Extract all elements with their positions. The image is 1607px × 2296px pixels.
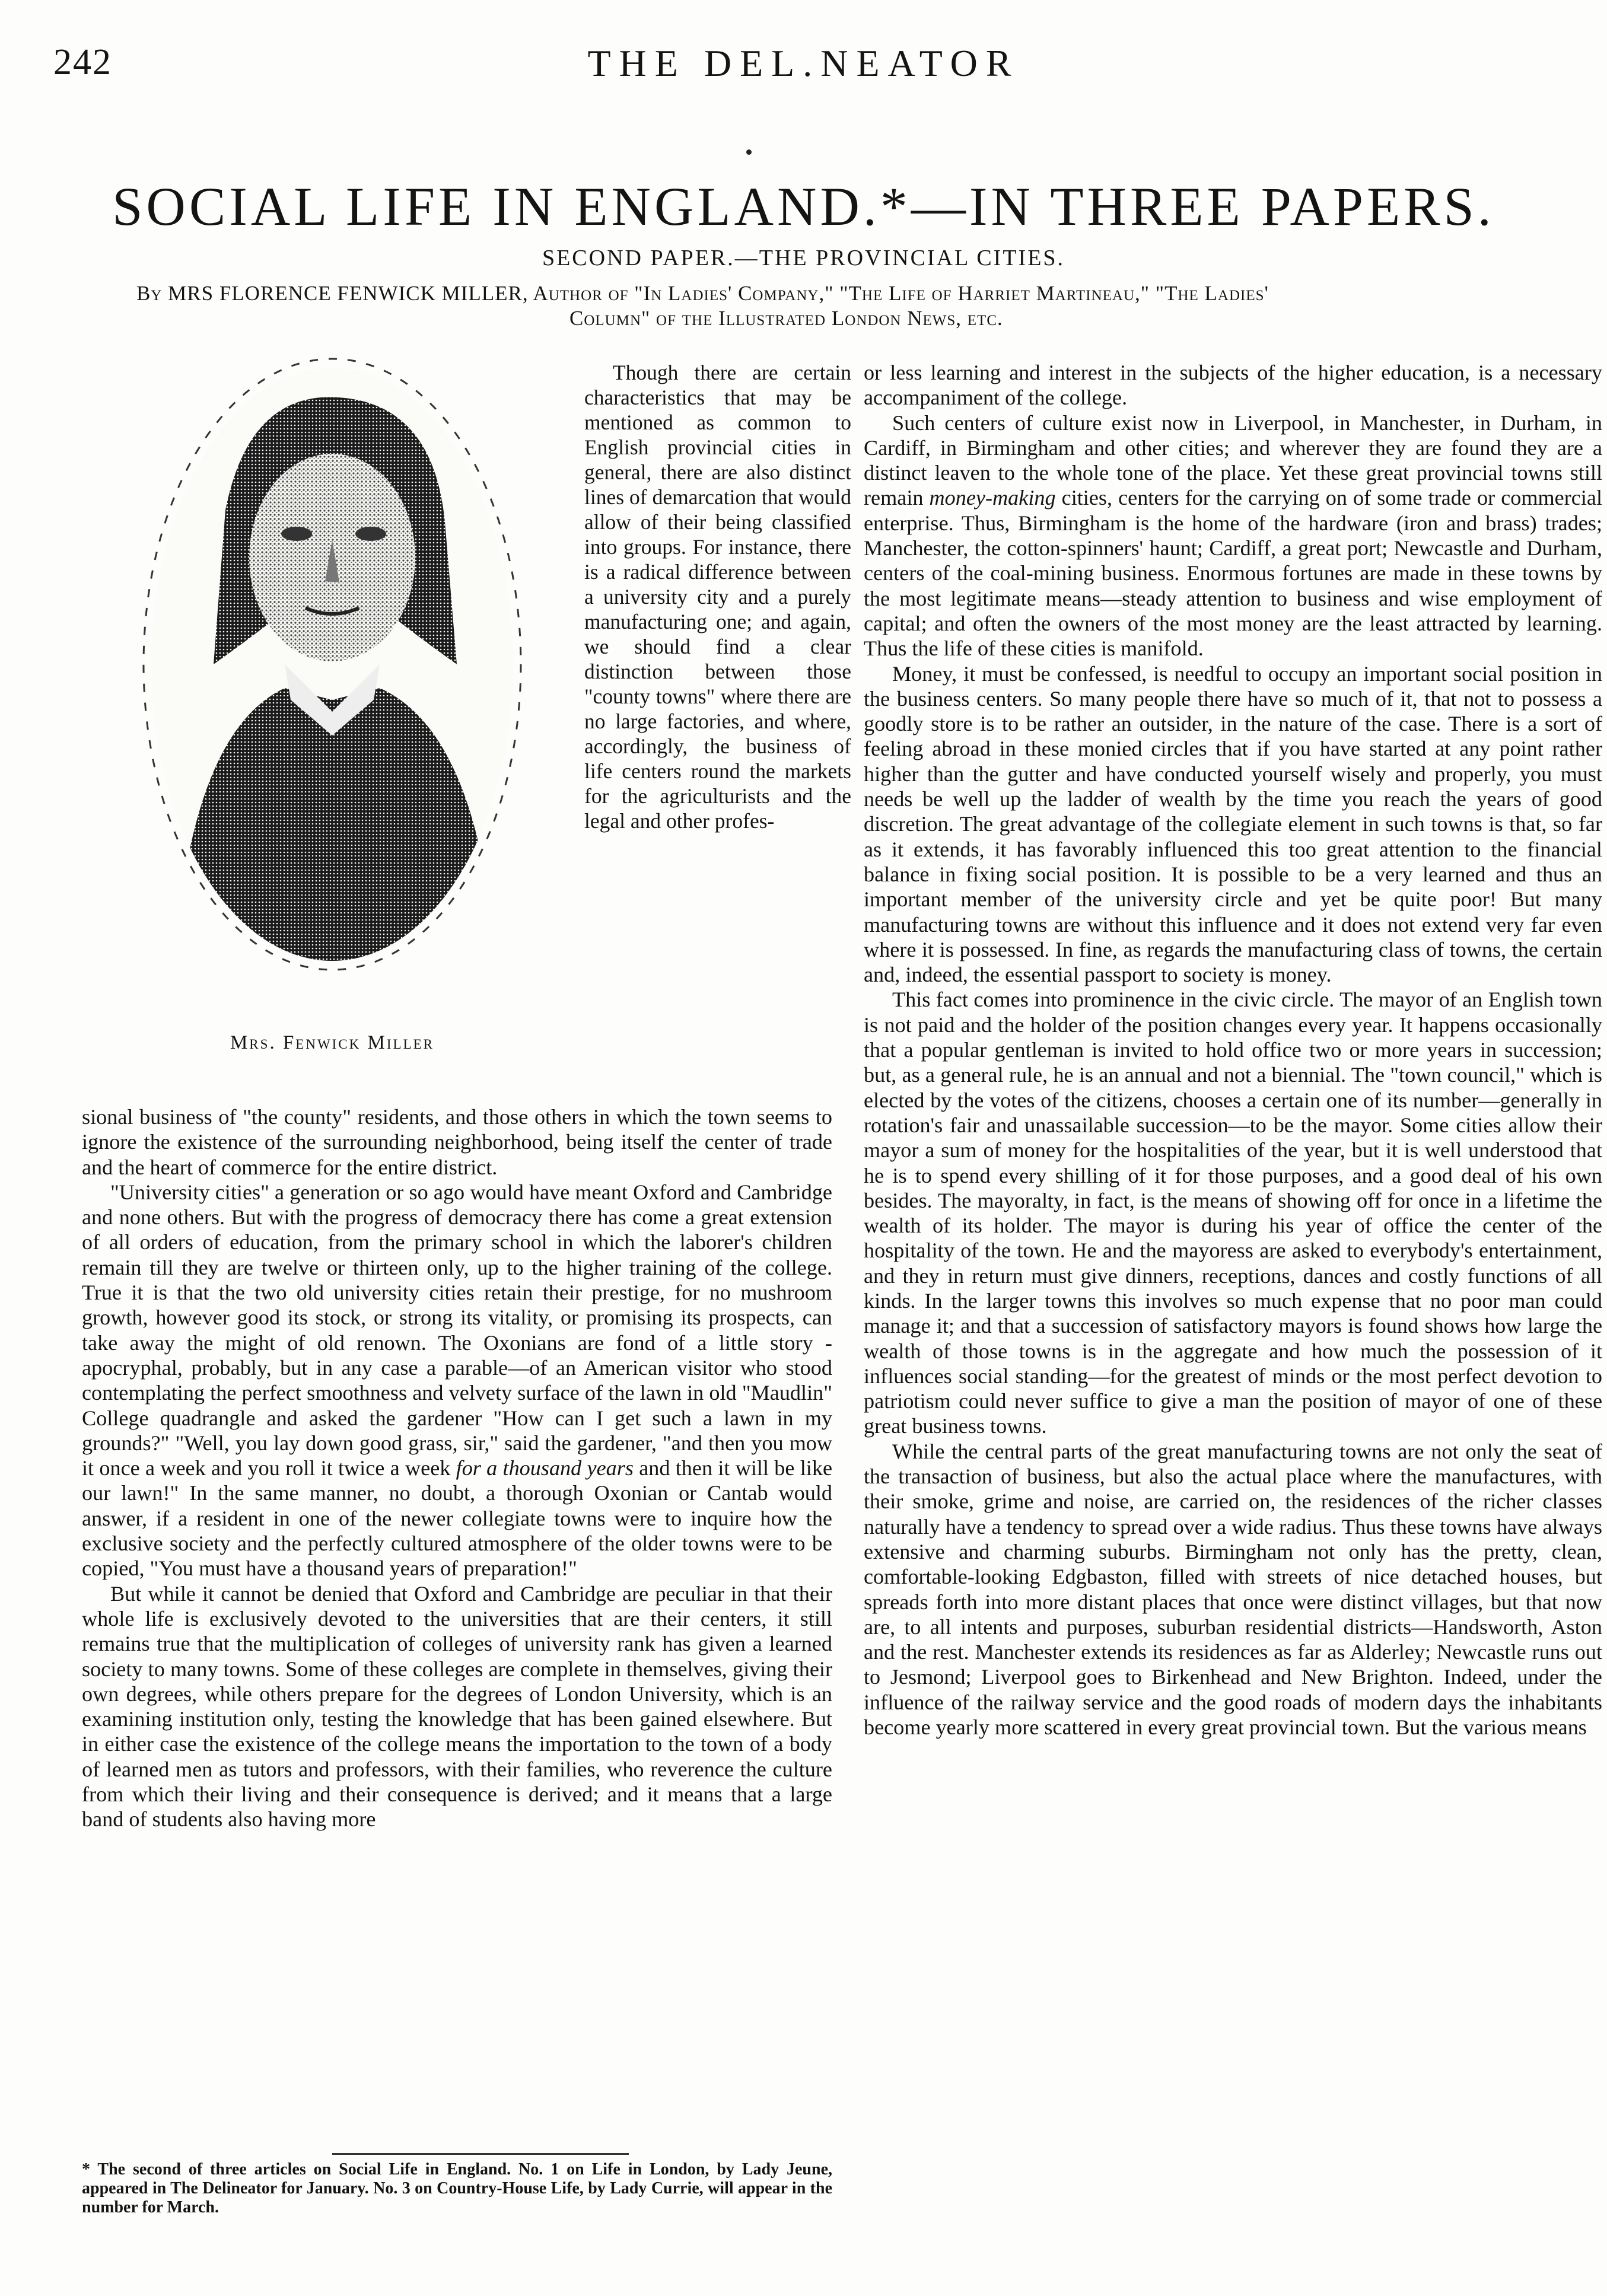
running-head: THE DEL.NEATOR [587, 42, 1020, 84]
paragraph: sional business of "the county" residents, and those others in which the town seems to ignore the existence of the surrounding neighborhood, being itself the center of trade and the heart of commerce for the entire district. [82, 1105, 832, 1179]
paragraph-text: Such centers of culture exist now in Liverpool, in Manchester, in Durham, in Cardiff, in Birmingham and other cities; and wherever they are found they are a distinct leaven to the whole tone of the place. Yet these great provincial towns still remain [864, 410, 1602, 510]
paragraph-text: cities, centers for the carrying on of some trade or commercial enterprise. Thus, Birmingham is the home of the hardware (iron and brass) trades; Manchester, the cotton-spinners' haunt; Cardiff, a great port; Newcastle and Durham, centers of the coal-mining business. Enormous fortunes are made in these towns by the most legitimate means—steady attention to business and wise employment of capital; and often the owners of the most money are the least attracted by learning. Thus the life of these cities is manifold. [864, 486, 1603, 661]
paragraph-text: "University cities" a generation or so ago would have meant Oxford and Cambridge and none others. But with the progress of democracy there has come a great extension of all orders of education, from the primary school in which the laborer's children remain till they are twelve or thirteen only, up to the higher training of the college. True it is that the two old university cities retain their prestige, for no mushroom growth, however good its stock, or strong its vitality, or promising its prospects, can take away the might of old renown. The Oxonians are fond of a little story - apocryphal, probably, but in any case a parable—of an American visitor who stood contemplating the perfect smoothness and velvety surface of the lawn in old "Maudlin" College quadrangle and asked the gardener "How can I get such a lawn in my grounds?" "Well, you lay down good grass, sir," said the gardener, "and then you mow it once a week and you roll it twice a week [82, 1180, 832, 1480]
paragraph: or less learning and interest in the subjects of the higher education, is a necessary accompaniment of the college. [864, 361, 1602, 410]
footnote: * The second of three articles on Social Life in England. No. 1 on Life in London, by Lady Jeune, appeared in The Delineator for January. No. 3 on Country-House Life, by Lady Currie, will appear in the number for March. [82, 2160, 832, 2217]
paragraph [82, 1180, 832, 1581]
paragraph-text: and then it will be like our lawn!" In the same manner, no doubt, a thorough Oxonian or Cantab would answer, if a resident in one of the newer collegiate towns were to inquire how the exclusive society and the perfectly cultured atmosphere of the older towns were to be copied, "You must have a thousand years of preparation!" [82, 1456, 833, 1581]
article-title: SOCIAL LIFE IN ENGLAND.*—IN THREE PAPERS. [112, 176, 1495, 237]
byline-line-2: Column" of the Illustrated London News, etc. [569, 307, 1003, 330]
byline-line-1: By MRS FLORENCE FENWICK MILLER, Author of "In Ladies' Company," "The Life of Harriet Martineau," "The Ladies' [136, 282, 1269, 305]
paragraph [864, 410, 1602, 661]
left-column [82, 1104, 832, 1832]
footnote-rule [332, 2153, 629, 2155]
italic-phrase: for a thousand years [456, 1456, 634, 1480]
page-number: 242 [53, 42, 112, 82]
portrait-caption: Mrs. Fenwick Miller [230, 1032, 435, 1053]
byline [136, 281, 1560, 331]
paragraph: This fact comes into prominence in the civic circle. The mayor of an English town is not paid and the holder of the position changes every year. It happens occasionally that a popular gentleman is invited to hold office two or more years in succession; but, as a general rule, he is an annual and not a biennial. The "town council," which is elected by the votes of the citizens, chooses a certain one of its number—generally in rotation's fair and unassailable succession—to be the mayor. Some cities allow their mayor a sum of money for the hospitalities of the year, but it is well understood that he is to spend every shilling of it for those purposes, and a good deal of his own besides. The mayoralty, in fact, is the means of showing off for once in a lifetime the wealth of its holder. The mayor is during his year of office the center of the hospitality of the town. He and the mayoress are asked to everybody's entertainment, and they in return must give dinners, receptions, dances and costly functions of all kinds. In the larger towns this involves so much expense that no poor man could manage it; and that a succession of satisfactory mayors is found shows how large the wealth of those towns is in the aggregate and how much the possession of it influences social standing—for the greatest of minds or the most perfect devotion to patriotism could never suffice to give a man the position of mayor of one of these great business towns. [864, 988, 1602, 1438]
paragraph: Though there are certain characteristics that may be mentioned as common to English provincial cities in general, there are also distinct lines of demarcation that would allow of their being classified into groups. For instance, there is a radical difference between a university city and a purely manufacturing one; and again, we should find a clear distinction between those "county towns" where there are no large factories, and where, accordingly, the business of life centers round the markets for the agriculturists and the legal and other profes- [584, 361, 851, 833]
right-column [864, 360, 1602, 1740]
paragraph: While the central parts of the great manufacturing towns are not only the seat of the transaction of business, but also the actual place where the manufactures, with their smoke, grime and noise, are carried on, the residences of the richer classes naturally have a tendency to spread over a wide radius. Thus these towns have always extensive and charming suburbs. Birmingham not only has the pretty, clean, comfortable-looking Edgbaston, filled with streets of nice detached houses, but spreads forth into more distant places that once were distinct villages, but that now are, to all intents and purposes, suburban residential districts—Handsworth, Aston and the rest. Manchester extends its residences as far as Alderley; Newcastle runs out to Jesmond; Liverpool goes to Birkenhead and New Brighton. Indeed, under the influence of the railway service and the good roads of modern days the inhabitants become yearly more scattered in every great provincial town. But the various means [864, 1439, 1602, 1740]
portrait-engraving [136, 356, 528, 1002]
paragraph: Money, it must be confessed, is needful to occupy an important social position in the business centers. So many people there have so much of it, that not to possess a goodly store is to be rather an outsider, in the nature of the case. There is a sort of feeling abroad in these monied circles that if you have started at any point rather higher than the gutter and have conducted yourself wisely and properly, you must needs be well up the ladder of wealth by the time you reach the years of good discretion. The great advantage of the collegiate element in such towns is that, so far as it extends, it has favorably influenced this too great attention to the financial balance in fixing social position. It is possible to be a very learned and thus an important member of the university circle and yet be quite poor! But many manufacturing towns are without this influence and it does not extend very far even where it is possessed. In fine, as regards the manufacturing class of towns, the certain and, indeed, the essential passport to society is money. [864, 661, 1602, 987]
column-beside-portrait [584, 360, 851, 833]
paragraph: But while it cannot be denied that Oxford and Cambridge are peculiar in that their whole life is exclusively devoted to the universities that are their centers, it still remains true that the multiplication of colleges of university rank has given a learned society to many towns. Some of these colleges are complete in themselves, giving their own degrees, while others prepare for the degrees of London University, which is an examining institution only, testing the knowledge that has been gained elsewhere. But in either case the existence of the college means the importation to the town of a body of learned men as tutors and professors, with their families, who reverence the culture from which their living and their consequence is derived; and it means that a large band of students also having more [82, 1581, 832, 1832]
ink-dot [746, 149, 752, 155]
article-subtitle: SECOND PAPER.—THE PROVINCIAL CITIES. [542, 246, 1065, 270]
italic-phrase: money-making [929, 486, 1056, 510]
